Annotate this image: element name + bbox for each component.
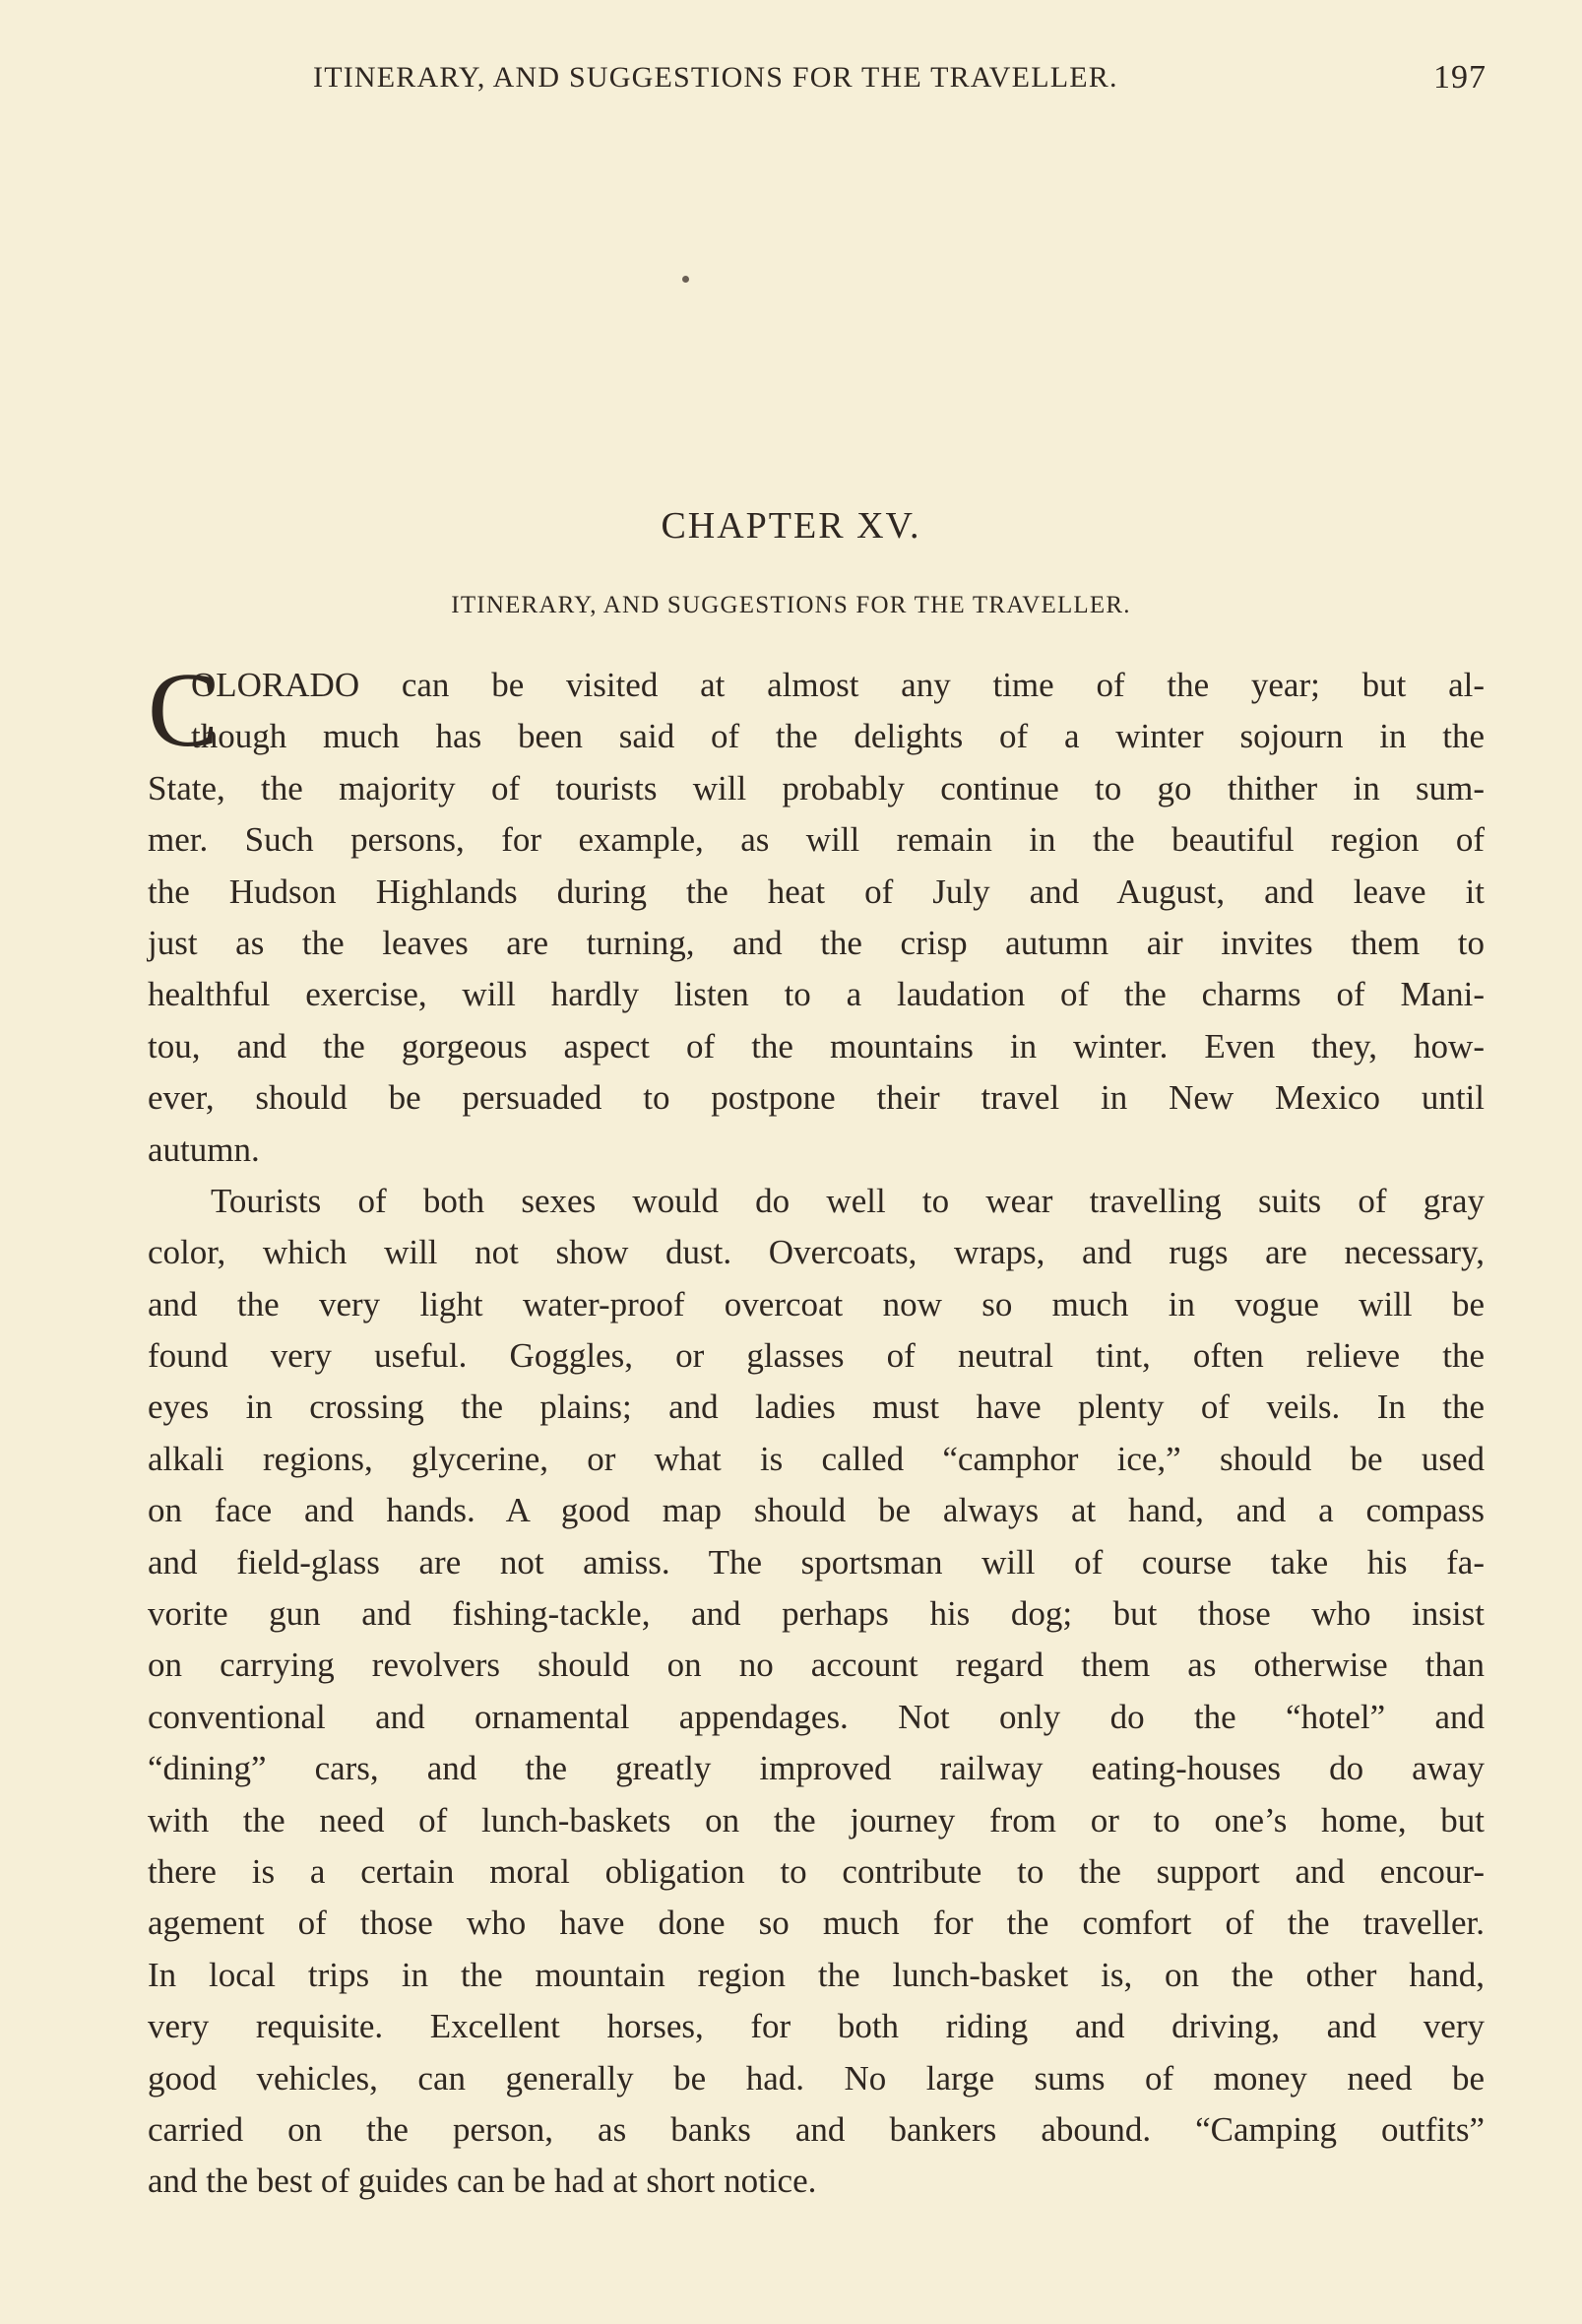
text-line: ever, should be persuaded to postpone their travel in New Mexico until [148, 1078, 1485, 1118]
text-line: autumn. [148, 1130, 260, 1169]
text-line: and the very light water-proof overcoat now so much in vogue will be [148, 1284, 1485, 1323]
text-line: Tourists of both sexes would do well to wear travelling suits of gray [211, 1181, 1485, 1220]
paragraph-2 [148, 1176, 1485, 2208]
text-line: “dining” cars, and the greatly improved railway eating-houses do away [148, 1749, 1485, 1788]
paragraph-1 [148, 652, 1485, 1176]
text-line: though much has been said of the delights of a winter sojourn in the [191, 717, 1485, 756]
running-head-title: ITINERARY, AND SUGGESTIONS FOR THE TRAVELLER. [313, 61, 1118, 94]
text-line: just as the leaves are turning, and the crisp autumn air invites them to [148, 923, 1485, 962]
text-line: the Hudson Highlands during the heat of July and August, and leave it [148, 872, 1485, 911]
text-line: alkali regions, glycerine, or what is called “camphor ice,” should be used [148, 1439, 1485, 1478]
chapter-subtitle: ITINERARY, AND SUGGESTIONS FOR THE TRAVELLER. [451, 592, 1131, 618]
body-text [148, 652, 1485, 2208]
running-head [148, 61, 1487, 110]
text-line: and field-glass are not amiss. The sportsman will of course take his fa- [148, 1542, 1485, 1582]
text-line: and the best of guides can be had at short notice. [148, 2162, 817, 2201]
text-line: mer. Such persons, for example, as will remain in the beautiful region of [148, 820, 1485, 860]
text-line: with the need of lunch-baskets on the journey from or to one’s home, but [148, 1800, 1485, 1840]
text-line: color, which will not show dust. Overcoats, wraps, and rugs are necessary, [148, 1233, 1485, 1272]
text-line: State, the majority of tourists will probably continue to go thither in sum- [148, 768, 1485, 807]
text-line: eyes in crossing the plains; and ladies must have plenty of veils. In the [148, 1388, 1485, 1427]
text-line: healthful exercise, will hardly listen to a laudation of the charms of Mani- [148, 975, 1485, 1014]
text-line: tou, and the gorgeous aspect of the mountains in winter. Even they, how- [148, 1026, 1485, 1065]
text-line: there is a certain moral obligation to contribute to the support and encour- [148, 1851, 1485, 1891]
drop-cap: C [148, 652, 220, 769]
text-line: on face and hands. A good map should be always at hand, and a compass [148, 1491, 1485, 1530]
print-speck [682, 276, 689, 283]
page-number: 197 [1433, 59, 1487, 96]
text-line: In local trips in the mountain region the lunch-basket is, on the other hand, [148, 1955, 1485, 1994]
text-line: on carrying revolvers should on no account regard them as otherwise than [148, 1646, 1485, 1685]
text-line: agement of those who have done so much for the comfort of the traveller. [148, 1904, 1485, 1943]
text-line: conventional and ornamental appendages. Not only do the “hotel” and [148, 1697, 1485, 1736]
chapter-title: CHAPTER XV. [661, 505, 921, 547]
text-line-content: OLORADO can be visited at almost any time of the year; but al- [191, 666, 1485, 704]
text-line: very requisite. Excellent horses, for both riding and driving, and very [148, 2007, 1485, 2046]
text-line: carried on the person, as banks and bankers abound. “Camping outfits” [148, 2109, 1485, 2149]
text-line: good vehicles, can generally be had. No large sums of money need be [148, 2058, 1485, 2098]
text-line: vorite gun and fishing-tackle, and perhaps his dog; but those who insist [148, 1594, 1485, 1634]
text-line: found very useful. Goggles, or glasses of neutral tint, often relieve the [148, 1336, 1485, 1376]
